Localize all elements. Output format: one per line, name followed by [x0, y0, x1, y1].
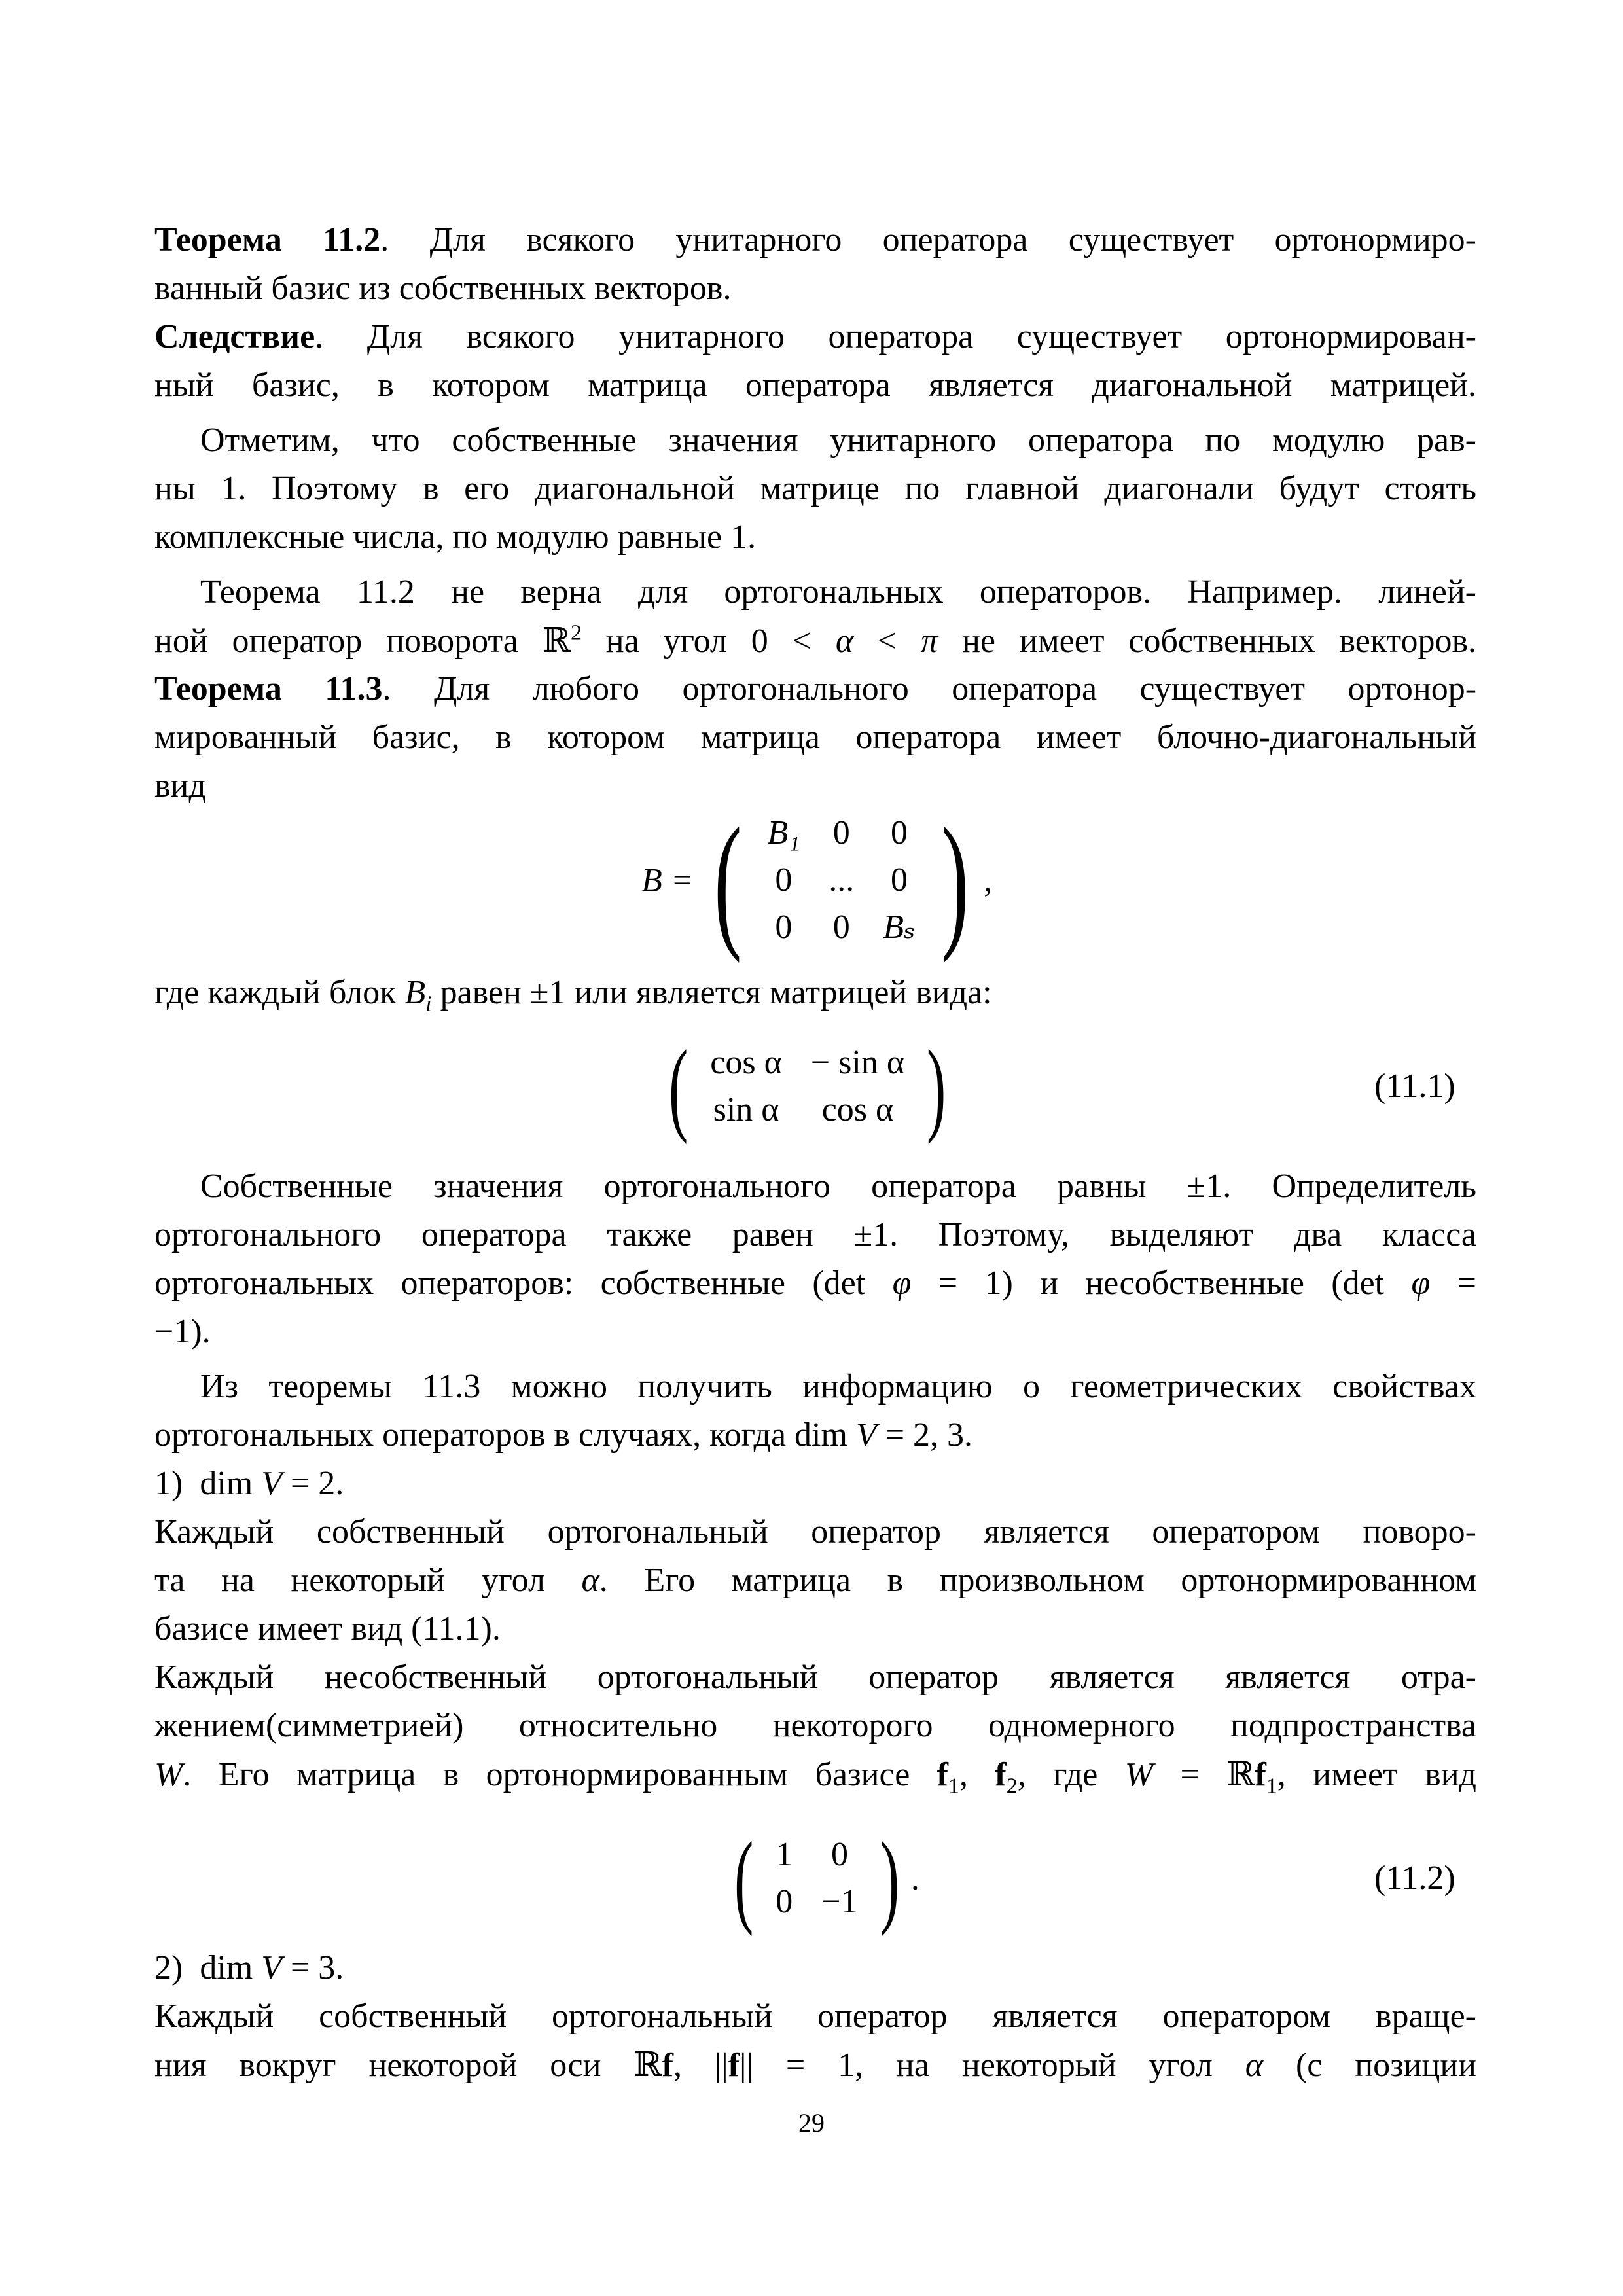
p7-line2: жением(симметрией) относительно некоторого одномерного подпространства — [154, 1707, 1476, 1744]
thm113-line2: мированный базис, в котором матрица оператора имеет блочно-диагональный — [154, 719, 1476, 756]
p3-b: B — [404, 974, 426, 1011]
thm113-text1: . Для любого ортогонального оператора существует ортонор- — [382, 670, 1477, 708]
p1-line2: ны 1. Поэтому в его диагональной матрице по главной диагонали будут стоять — [154, 470, 1476, 507]
p2-text-d: на угол 0 < — [581, 622, 836, 660]
p5-line1: Из теоремы 11.3 можно получить информацию о геометрических свойствах — [200, 1368, 1476, 1405]
p7-line3 — [154, 1750, 1476, 1799]
eq112-cell: 0 — [830, 1836, 848, 1873]
p3-sub: i — [425, 992, 432, 1016]
p7-line1: Каждый несобственный ортогональный оператор является является отра- — [154, 1659, 1476, 1696]
matrix-b-cell: 0 — [775, 908, 793, 946]
left-paren: ( — [668, 1028, 688, 1145]
p7-w2: W — [1124, 1756, 1154, 1793]
right-paren: ) — [927, 1028, 946, 1145]
matrix-b-cell: B₁ — [767, 814, 800, 852]
equation-11-1 — [661, 1028, 954, 1145]
left-paren: ( — [734, 1820, 754, 1937]
p5-v: V — [855, 1416, 877, 1454]
case1-text-c: = 2. — [281, 1465, 344, 1502]
corollary-line1 — [154, 313, 1476, 361]
eq112-number: (11.2) — [1374, 1859, 1455, 1897]
p4-line4: −1). — [154, 1313, 211, 1350]
p7-text-j: = — [1153, 1756, 1227, 1793]
corollary-title: Следствие — [154, 318, 315, 355]
p7-reals: ℝ — [1226, 1755, 1255, 1794]
p8-text-a: ния вокруг некоторой оси — [154, 2047, 634, 2084]
p3-line — [154, 969, 1476, 1017]
matrix-b-cell: 0 — [890, 814, 908, 852]
p6-text-c: . Его матрица в произвольном ортонормированном — [599, 1562, 1477, 1599]
p7-sub1: 1 — [948, 1774, 959, 1799]
p1-line3: комплексные числа, по модулю равные 1. — [154, 518, 757, 556]
p4-line3 — [154, 1259, 1476, 1308]
eq112-period: . — [910, 1859, 919, 1897]
matrix-b-cell: 0 — [832, 908, 850, 946]
p4-phi2: φ — [1411, 1265, 1431, 1302]
eq112-cell: 1 — [776, 1836, 793, 1873]
corollary-line2: ный базис, в котором матрица оператора является диагональной матрицей. — [154, 367, 1476, 404]
p3-text-a: где каждый блок — [154, 974, 405, 1011]
p8-line1: Каждый собственный ортогональный оператор является оператором враще- — [154, 1998, 1476, 2035]
eq111-cell: − sin α — [810, 1044, 905, 1081]
case1-text-a: 1) dim — [154, 1465, 262, 1502]
p7-text-n: , имеет вид — [1277, 1756, 1476, 1793]
matrix-b-cell: Bₛ — [883, 908, 916, 946]
matrix-b-cell: 0 — [832, 814, 850, 852]
case1-heading — [154, 1460, 1476, 1508]
matrix-b-cell: ... — [829, 861, 855, 899]
thm112-title: Теорема 11.2 — [154, 221, 381, 259]
p8-text-h: (с позиции — [1263, 2047, 1477, 2084]
p6-alpha: α — [581, 1562, 599, 1599]
case2-v: V — [261, 1949, 282, 1986]
eq112-cell: −1 — [821, 1883, 858, 1920]
p7-f2: f — [995, 1756, 1007, 1793]
p6-text-a: та на некоторый угол — [154, 1562, 582, 1599]
eq112-cell: 0 — [776, 1883, 793, 1920]
p8-line2 — [154, 2041, 1476, 2090]
p7-f1: f — [936, 1756, 948, 1793]
p2-pi: π — [921, 622, 938, 660]
p7-text-h: , где — [1017, 1756, 1125, 1793]
p3-text-d: равен ±1 или является матрицей вида: — [431, 974, 992, 1011]
matrix-b-cell: 0 — [890, 861, 908, 899]
right-paren: ) — [940, 797, 969, 963]
case2-text-c: = 3. — [281, 1949, 344, 1986]
p2-text-f: < — [853, 622, 921, 660]
p4-phi: φ — [892, 1265, 912, 1302]
p8-reals: ℝ — [633, 2045, 662, 2085]
p7-w: W — [154, 1756, 183, 1793]
p7-sub2: 2 — [1006, 1774, 1018, 1799]
thm112-line2: ванный базис из собственных векторов. — [154, 270, 732, 307]
case2-heading — [154, 1944, 1476, 1992]
matrix-b-cell: 0 — [775, 861, 793, 899]
matrix-b-comma: , — [984, 861, 993, 899]
left-paren: ( — [714, 797, 742, 963]
p4-line2: ортогонального оператора также равен ±1. Поэтому, выделяют два класса — [154, 1216, 1476, 1253]
equation-11-2 — [726, 1820, 919, 1937]
p5-text-c: = 2, 3. — [876, 1416, 973, 1454]
thm113-title: Теорема 11.3 — [154, 670, 383, 708]
p7-text-e: , — [959, 1756, 995, 1793]
p4-line1: Собственные значения ортогонального оператора равны ±1. Определитель — [200, 1168, 1476, 1205]
thm112-text1: . Для всякого унитарного оператора существует ортонормиро- — [380, 221, 1476, 259]
page-number: 29 — [798, 2108, 825, 2138]
thm112-line1 — [154, 216, 1476, 264]
case1-v: V — [261, 1465, 282, 1502]
eq111-number: (11.1) — [1374, 1067, 1455, 1105]
p5-line2 — [154, 1411, 1476, 1460]
matrix-b-lhs: B = — [641, 861, 694, 899]
p2-text-h: не имеет собственных векторов. — [938, 622, 1476, 660]
p4-text-a: ортогональных операторов: собственные (det — [154, 1265, 893, 1302]
eq112-table — [761, 1831, 872, 1926]
p6-line2 — [154, 1556, 1476, 1605]
matrix-b — [641, 797, 993, 963]
p6-line1: Каждый собственный ортогональный оператор является оператором поворо- — [154, 1513, 1476, 1551]
right-paren: ) — [880, 1820, 899, 1937]
eq111-table — [696, 1039, 919, 1134]
eq111-cell: cos α — [710, 1044, 782, 1081]
matrix-b-table — [753, 810, 929, 951]
p2-line2 — [154, 617, 1476, 666]
p7-f3: f — [1255, 1756, 1266, 1793]
p6-line3: базисе имеет вид (11.1). — [154, 1610, 501, 1647]
eq111-cell: cos α — [821, 1091, 894, 1128]
p2-alpha: α — [835, 622, 854, 660]
p1-line1: Отметим, что собственные значения унитарного оператора по модулю рав- — [200, 422, 1476, 459]
p2-reals: ℝ — [542, 621, 571, 660]
p8-alpha: α — [1245, 2047, 1264, 2084]
p8-f2: f — [728, 2047, 740, 2084]
p8-text-d: , || — [673, 2047, 728, 2084]
thm113-line1 — [154, 665, 1476, 713]
p2-sup: 2 — [570, 620, 582, 645]
p7-sub3: 1 — [1266, 1774, 1277, 1799]
thm113-line3: вид — [154, 767, 206, 804]
p7-text-b: . Его матрица в ортонормированным базисе — [183, 1756, 937, 1793]
eq111-cell: sin α — [713, 1091, 779, 1128]
p8-f: f — [662, 2047, 673, 2084]
p5-text-a: ортогональных операторов в случаях, когда dim — [154, 1416, 856, 1454]
p4-text-c: = 1) и несобственные (det — [911, 1265, 1412, 1302]
p2-text-a: ной оператор поворота — [154, 622, 543, 660]
p8-text-f: || = 1, на некоторый угол — [740, 2047, 1245, 2084]
p4-text-e: = — [1430, 1265, 1476, 1302]
case2-text-a: 2) dim — [154, 1949, 262, 1986]
corollary-text1: . Для всякого унитарного оператора существует ортонормирован- — [315, 318, 1476, 355]
p2-line1: Теорема 11.2 не верна для ортогональных операторов. Например. линей- — [200, 573, 1476, 611]
